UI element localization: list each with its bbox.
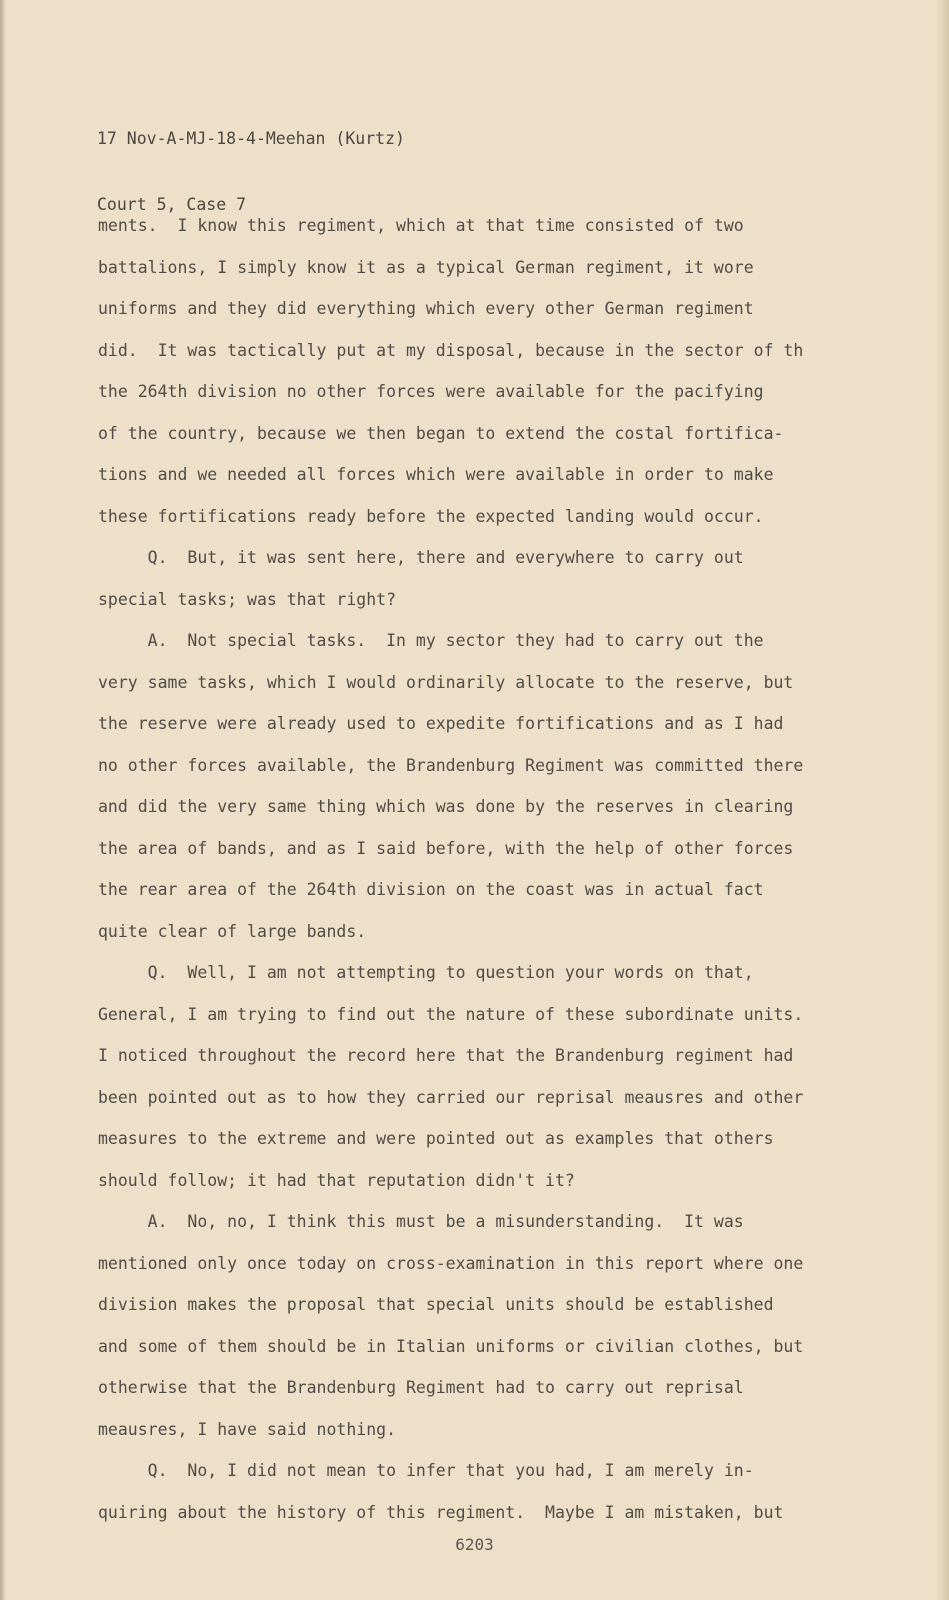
transcript-line: battalions, I simply know it as a typical German regiment, it wore [98,257,754,277]
transcript-line: A. No, no, I think this must be a misunderstanding. It was [98,1212,744,1231]
transcript-line: very same tasks, which I would ordinarily allocate to the reserve, but [98,672,794,692]
transcript-line: ments. I know this regiment, which at that time consisted of two [98,216,744,235]
transcript-line: the rear area of the 264th division on the coast was in actual fact [98,880,764,899]
page-left-edge [0,0,6,1600]
transcript-line: the 264th division no other forces were available for the pacifying [98,382,764,401]
transcript-line: no other forces available, the Brandenburg Regiment was committed there [98,755,804,775]
transcript-line: I noticed throughout the record here that the Brandenburg regiment had [98,1046,794,1065]
transcript-line: Q. But, it was sent here, there and everywhere to carry out [98,548,744,567]
transcript-line: A. Not special tasks. In my sector they had to carry out the [98,631,764,650]
header-case-reference: 17 Nov-A-MJ-18-4-Meehan (Kurtz) [97,129,405,148]
transcript-line: and did the very same thing which was done by the reserves in clearing [98,797,794,816]
transcript-line: should follow; it had that reputation didn't it? [98,1170,575,1190]
transcript-line: the reserve were already used to expedite fortifications and as I had [98,714,784,733]
transcript-line: quite clear of large bands. [98,921,367,941]
transcript-line: quiring about the history of this regiment. Maybe I am mistaken, but [98,1502,784,1522]
transcript-line: uniforms and they did everything which every other German regiment [98,299,754,318]
transcript-line: meausres, I have said nothing. [98,1419,397,1439]
transcript-line: the area of bands, and as I said before, with the help of other forces [98,838,794,858]
transcript-body [98,205,838,1533]
transcript-line: Q. No, I did not mean to infer that you had, I am merely in- [98,1461,754,1480]
transcript-line: been pointed out as to how they carried our reprisal meausres and other [98,1087,804,1107]
transcript-line: division makes the proposal that special units should be established [98,1295,774,1314]
page-number: 6203 [455,1535,494,1554]
transcript-line: of the country, because we then began to extend the costal fortifica- [98,423,784,443]
transcript-line: measures to the extreme and were pointed out as examples that others [98,1129,774,1148]
transcript-line: otherwise that the Brandenburg Regiment had to carry out reprisal [98,1378,744,1397]
page-right-edge [935,0,949,1600]
transcript-line: tions and we needed all forces which were available in order to make [98,465,774,484]
transcript-line: General, I am trying to find out the nature of these subordinate units. [98,1004,804,1024]
transcript-line: mentioned only once today on cross-examination in this report where one [98,1253,804,1273]
transcript-line: these fortifications ready before the expected landing would occur. [98,506,764,526]
transcript-line: special tasks; was that right? [98,589,397,609]
transcript-line: and some of them should be in Italian uniforms or civilian clothes, but [98,1336,804,1356]
transcript-line: did. It was tactically put at my disposal, because in the sector of th [98,340,804,360]
transcript-line: Q. Well, I am not attempting to question your words on that, [98,963,754,982]
header-court-case: Court 5, Case 7 [97,195,247,214]
